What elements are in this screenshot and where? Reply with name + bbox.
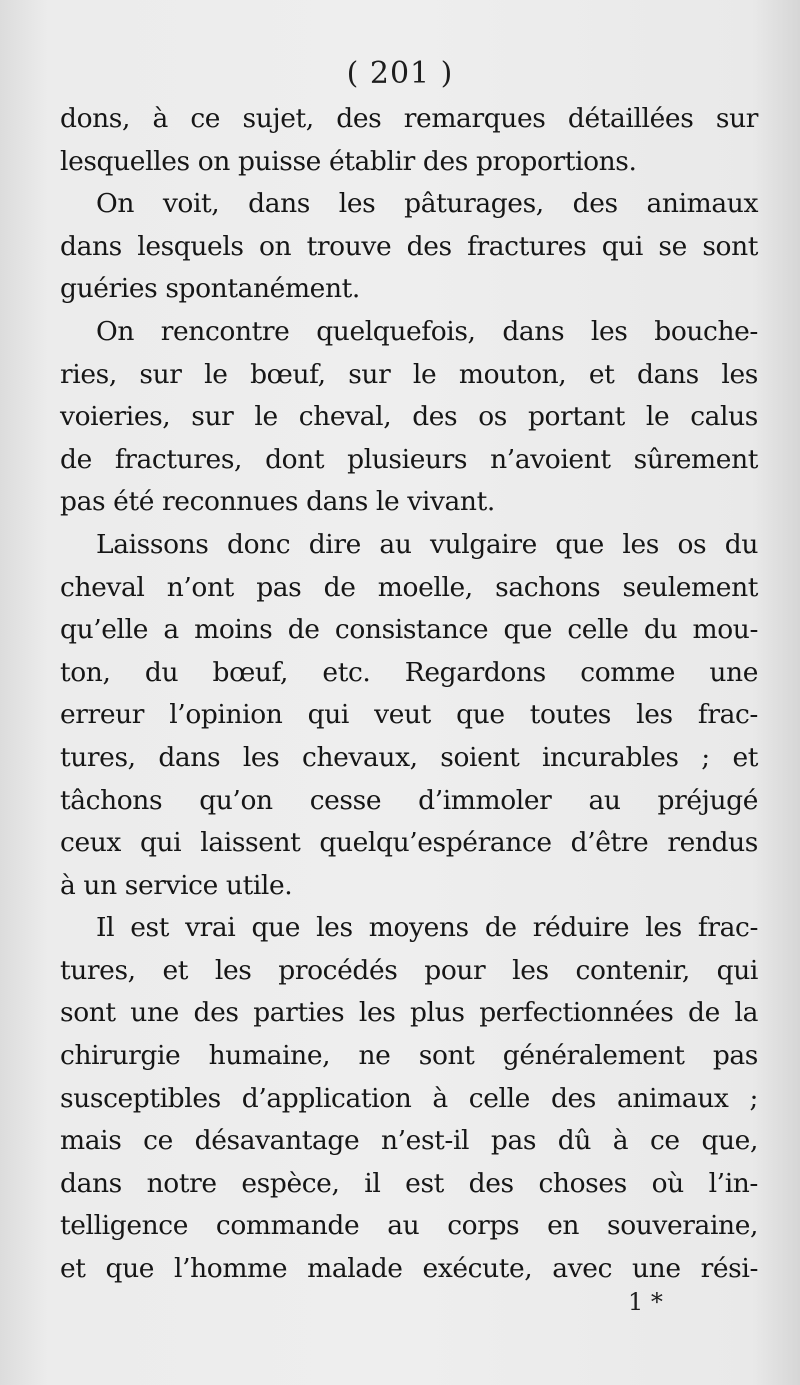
text-line: On voit, dans les pâturages, des animaux [96,188,758,220]
text-line: sont une des parties les plus perfectionnées de la [60,997,758,1029]
text-line: ries, sur le bœuf, sur le mouton, et dans les [60,358,758,390]
text-line: et que l’homme malade exécute, avec une rési- [60,1253,758,1285]
text-line: Il est vrai que les moyens de réduire les frac- [96,912,758,944]
text-line: à un service utile. [60,869,293,901]
body-text [60,98,758,1291]
text-line: mais ce désavantage n’est-il pas dû à ce que, [60,1125,758,1157]
text-line: susceptibles d’application à celle des animaux ; [60,1082,758,1114]
text-line: dans lesquels on trouve des fractures qui se sont [60,230,758,262]
signature-mark: 1 * [628,1288,663,1316]
text-line: dons, à ce sujet, des remarques détaillées sur [60,103,758,134]
page-number: ( 201 ) [346,56,454,91]
text-line: lesquelles on puisse établir des proportions. [60,145,637,177]
text-line: On rencontre quelquefois, dans les bouche- [96,315,758,347]
text-line: voieries, sur le cheval, des os portant le calus [60,401,758,433]
text-line: pas été reconnues dans le vivant. [60,486,495,518]
text-line: qu’elle a moins de consistance que celle du mou- [60,614,758,646]
text-line: cheval n’ont pas de moelle, sachons seulement [60,571,758,603]
text-line: Laissons donc dire au vulgaire que les os du [96,528,758,560]
text-line: ton, du bœuf, etc. Regardons comme une [60,656,758,688]
text-line: de fractures, dont plusieurs n’avoient sûrement [60,443,758,475]
text-line: tures, et les procédés pour les contenir, qui [60,954,758,986]
text-line: erreur l’opinion qui veut que toutes les frac- [60,699,758,731]
text-line: chirurgie humaine, ne sont généralement pas [60,1040,758,1072]
text-line: ceux qui laissent quelqu’espérance d’être rendus [60,827,758,859]
text-line: tâchons qu’on cesse d’immoler au préjugé [60,784,758,816]
text-line: telligence commande au corps en souveraine, [60,1210,758,1242]
text-line: tures, dans les chevaux, soient incurables ; et [60,741,758,773]
text-line: dans notre espèce, il est des choses où l’in- [60,1167,758,1199]
text-line: guéries spontanément. [60,273,360,305]
